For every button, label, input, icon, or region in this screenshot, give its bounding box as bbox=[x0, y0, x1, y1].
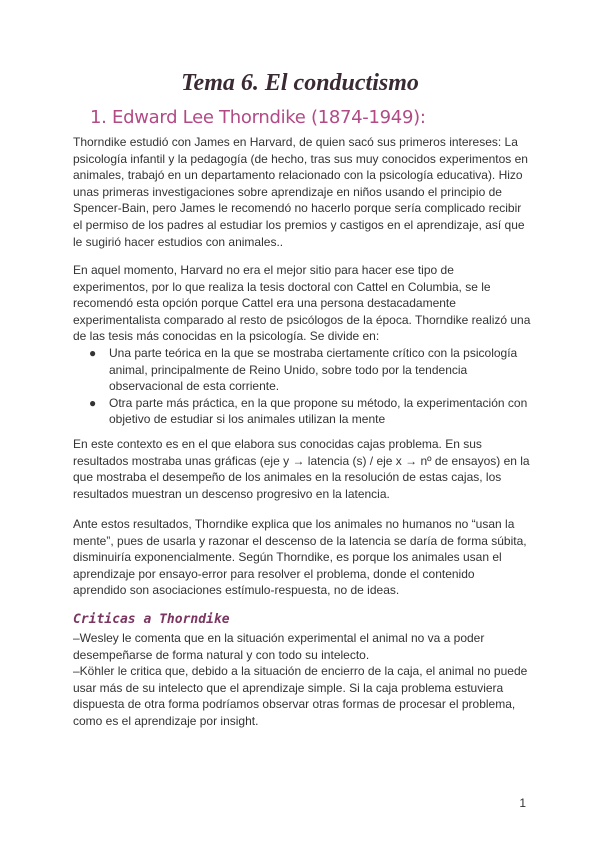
bullet-icon: ● bbox=[89, 345, 97, 360]
paragraph-thesis bbox=[73, 262, 531, 428]
page-number: 1 bbox=[519, 796, 526, 810]
list-item-text: Una parte teórica en la que se mostraba ciertamente crítico con la psicología animal, principalmente de Reino Unido, sobre todo por la tendencia observacional de esta corriente. bbox=[109, 345, 518, 394]
paragraph-text: Ante estos resultados, Thorndike explica que los animales no humanos no “usan la mente”, pues de usarla y razonar el descenso de la latencia se daría de forma súbita, disminuiría exponencialmente. Según Thorndike, es porque los animales usan el aprendizaje por ensayo-error para resolver el problema, donde el contenido aprendido son asociaciones estímulo-respuesta, no de ideas. bbox=[73, 517, 527, 598]
paragraph-results bbox=[73, 516, 531, 599]
list-item-text: Otra parte más práctica, en la que propone su método, la experimentación con objetivo de estudiar si los animales utilizan la mente bbox=[109, 395, 528, 427]
paragraph-text: Thorndike estudió con James en Harvard, de quien sacó sus primeros intereses: La psicología infantil y la pedagogía (de hecho, tras sus muy conocidos experimentos en animales, trabajó en un departamento relacionado con la psicología educativa). Hizo unas primeras investigaciones sobre aprendizaje en niños usando el principio de Spencer-Bain, pero James le recomendó no hacerlo porque sería complicado recibir el permiso de los padres al estudiar los premios y castigos en el aprendizaje, así que le sugirió hacer estudios con animales.. bbox=[73, 135, 528, 249]
critique-kohler: –Köhler le critica que, debido a la situación de encierro de la caja, el animal no puede usar más de su intelecto que el aprendizaje simple. Si la caja problema estuviera dispuesta de otra forma podríamos observar otras formas de procesar el problema, como es el aprendizaje por insight. bbox=[73, 664, 528, 728]
page-title: Tema 6. El conductismo bbox=[181, 70, 419, 96]
list-item bbox=[73, 345, 531, 395]
paragraph-text: En este contexto es en el que elabora sus conocidas cajas problema. En sus resultados mostraba unas gráficas (eje y → latencia (s) / eje x → nº de ensayos) en la que mostraba el desempeño de los animales en la resolución de estas cajas, los resultados muestran un descenso progresivo en la latencia. bbox=[73, 437, 530, 501]
list-item bbox=[73, 395, 531, 428]
critique-wesley: –Wesley le comenta que en la situación experimental el animal no va a poder desempeñarse de forma natural y con todo su intelecto. bbox=[73, 631, 485, 662]
paragraph-intro bbox=[73, 134, 531, 250]
bullet-icon: ● bbox=[89, 395, 97, 410]
paragraph-text: En aquel momento, Harvard no era el mejor sitio para hacer ese tipo de experimentos, por lo que realiza la tesis doctoral con Cattel en Columbia, se le recomendó esta opción porque Cattel era una persona destacadamente experimentalista comparado al resto de psicólogos de la época. Thorndike realizó una de las tesis más conocidas en la psicología. Se divide en: bbox=[73, 263, 531, 344]
critiques-heading: Criticas a Thorndike bbox=[73, 612, 230, 627]
bullet-list bbox=[73, 345, 531, 428]
critiques bbox=[73, 630, 531, 730]
paragraph-boxes bbox=[73, 436, 531, 502]
section-heading: 1. Edward Lee Thorndike (1874-1949): bbox=[90, 107, 426, 128]
